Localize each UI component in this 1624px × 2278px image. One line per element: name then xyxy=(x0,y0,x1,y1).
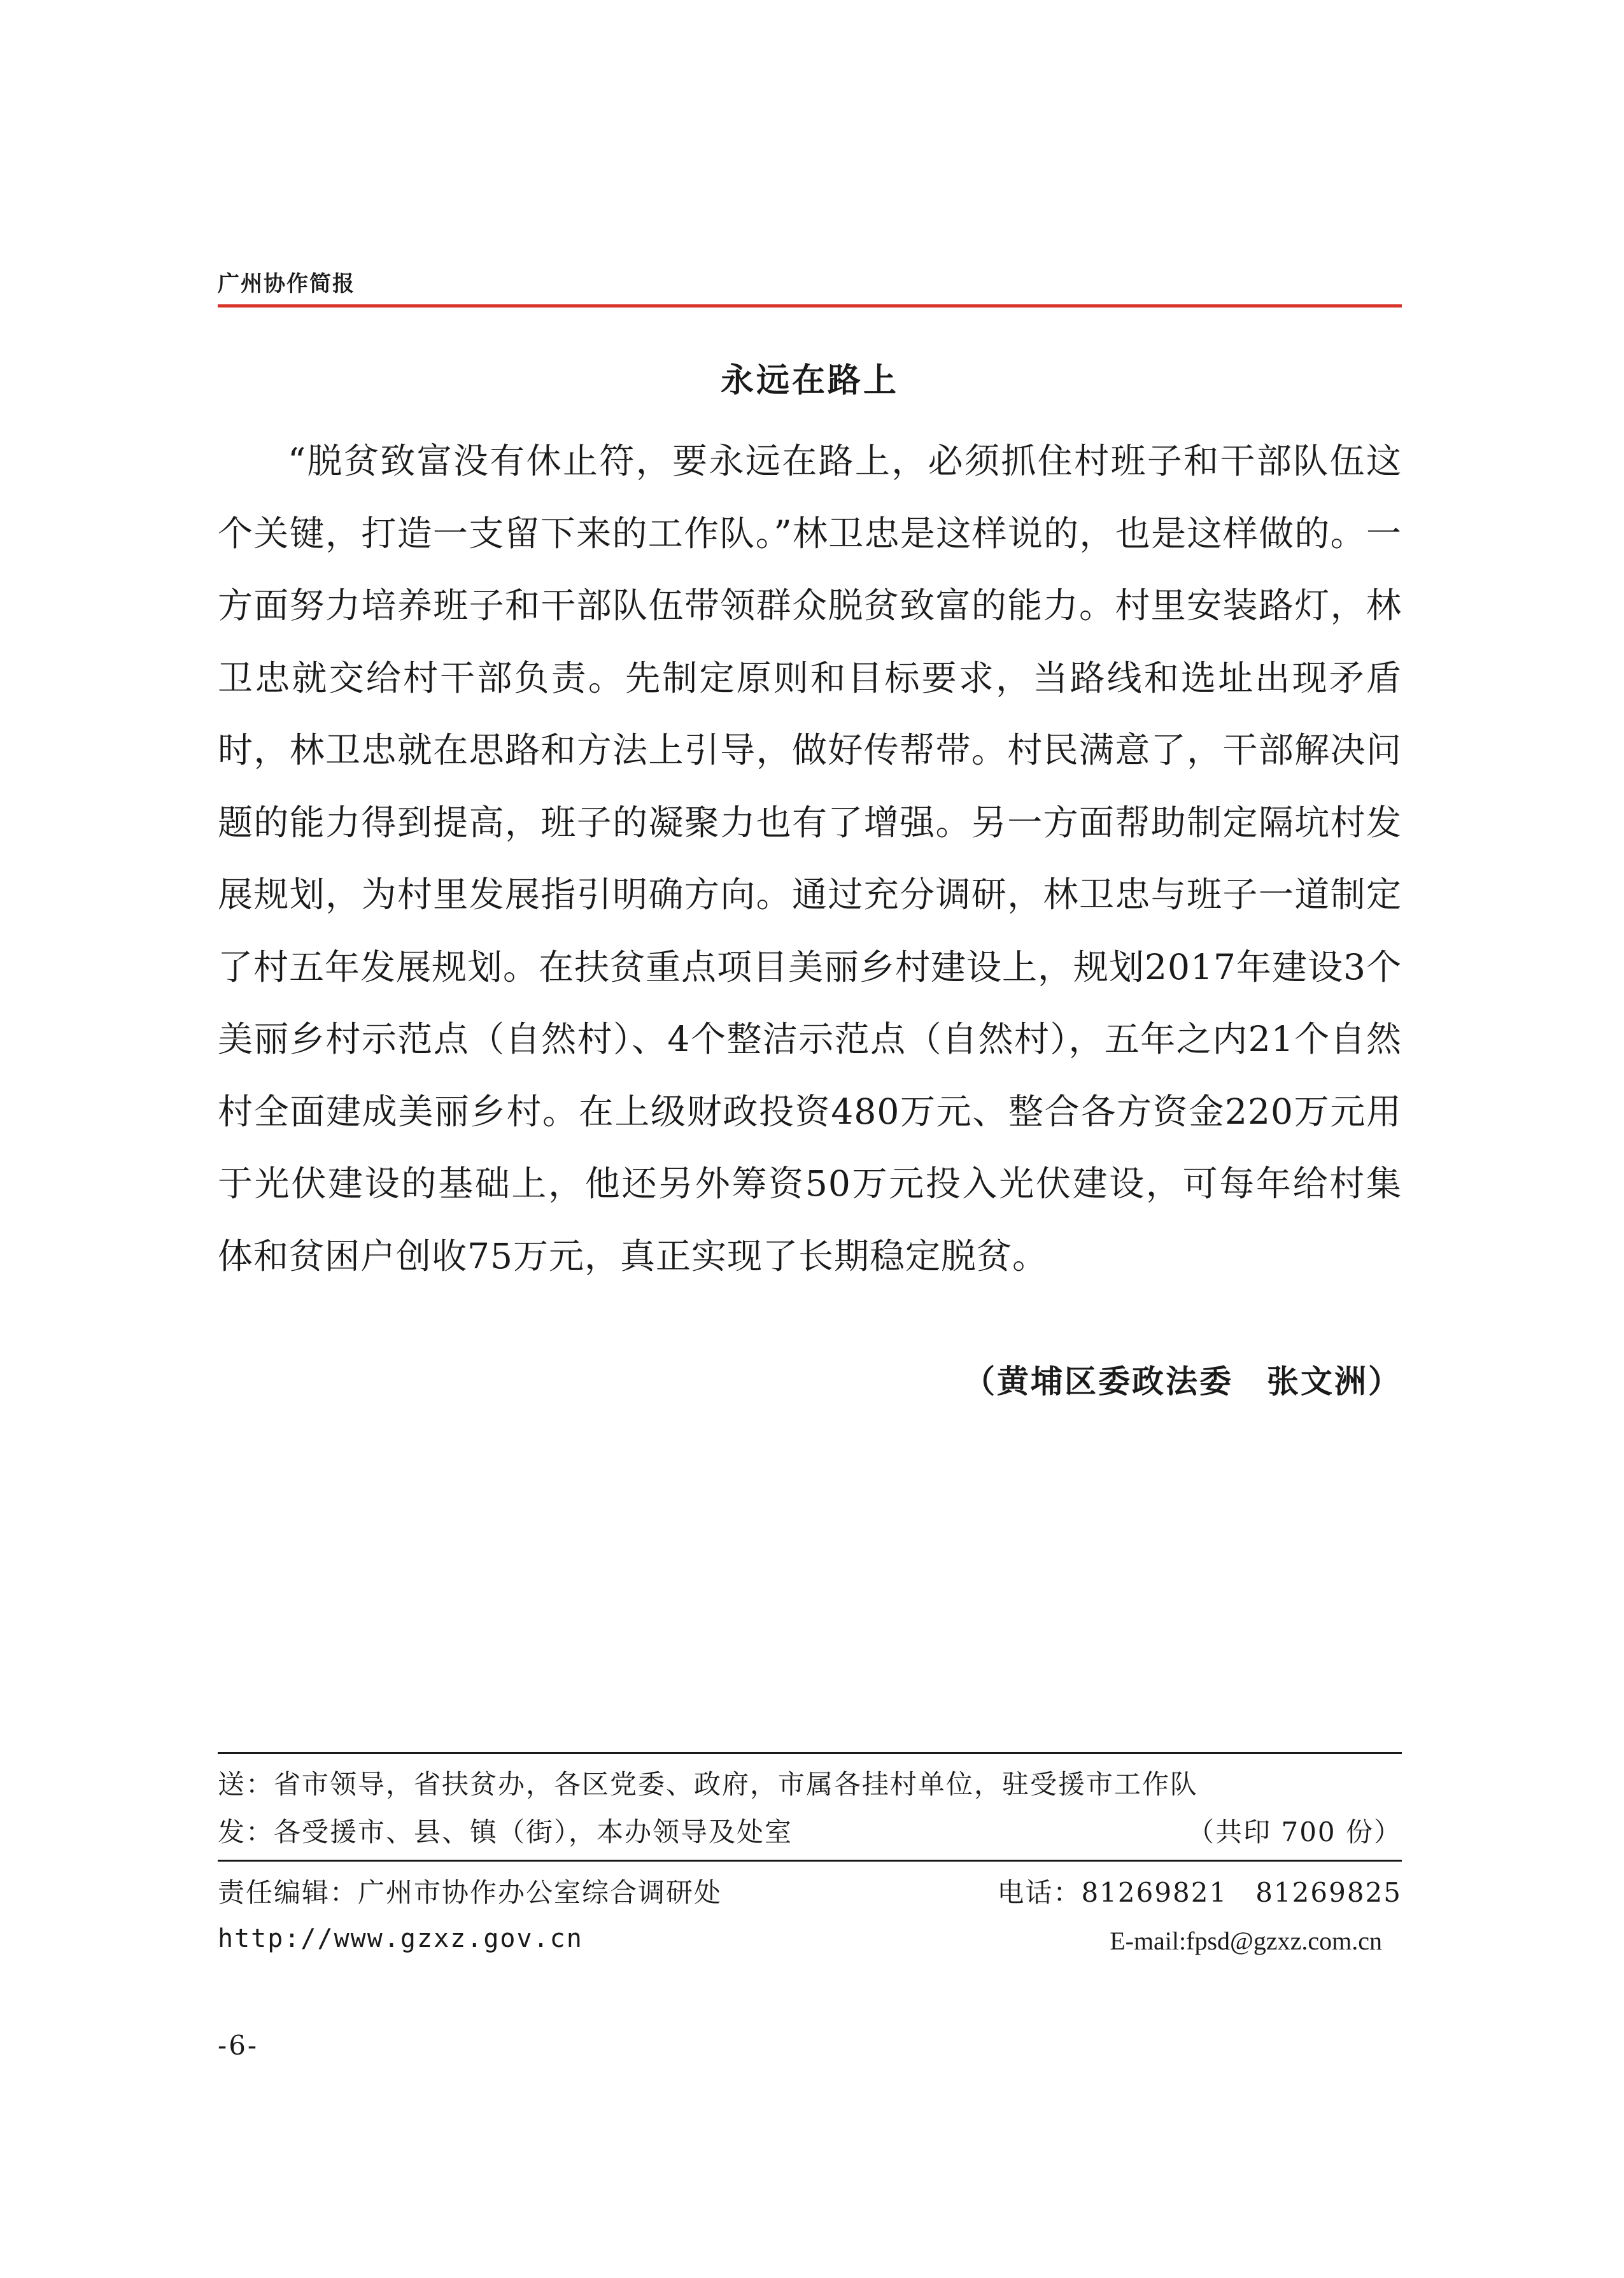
header-divider xyxy=(218,304,1402,308)
article-byline: （黄埔区委政法委 张文洲） xyxy=(963,1363,1402,1400)
phone-numbers: 电话：81269821 81269825 xyxy=(997,1877,1402,1908)
print-count: （共印 700 份） xyxy=(1187,1816,1402,1848)
distribution-bottom-divider xyxy=(218,1860,1402,1862)
distribution-top-divider xyxy=(218,1752,1402,1754)
distribution-send-to xyxy=(218,1764,1402,1802)
publication-header: 广州协作简报 xyxy=(218,271,355,297)
article-title: 永远在路上 xyxy=(720,362,899,400)
responsible-editor: 责任编辑：广州市协作办公室综合调研处 xyxy=(218,1877,723,1908)
distribution-issue-to xyxy=(218,1811,1402,1850)
page-number: -6- xyxy=(218,2030,259,2061)
website-link[interactable]: http://www.gzxz.gov.cn xyxy=(218,1924,583,1953)
email-link[interactable]: E-mail:fpsd@gzxz.com.cn xyxy=(1110,1927,1382,1955)
article-body: “脱贫致富没有休止符，要永远在路上，必须抓住村班子和干部队伍这个关键，打造一支留下来的工作队。”林卫忠是这样说的，也是这样做的。一方面努力培养班子和干部队伍带领群众脱贫致富的能力。村里安装路灯，林卫忠就交给村干部负责。先制定原则和目标要求，当路线和选址出现矛盾时，林卫忠就在思路和方法上引导，做好传帮带。村民满意了，干部解决问题的能力得到提高，班子的凝聚力也有了增强。另一方面帮助制定隔坑村发展规划，为村里发展指引明确方向。通过充分调研，林卫忠与班子一道制定了村五年发展规划。在扶贫重点项目美丽乡村建设上，规划2017年建设3个美丽乡村示范点（自然村）、4个整洁示范点（自然村），五年之内21个自然村全面建成美丽乡村。在上级财政投资480万元、整合各方资金220万元用于光伏建设的基础上，他还另外筹资50万元投入光伏建设，可每年给村集体和贫困户创收75万元，真正实现了长期稳定脱贫。 xyxy=(218,441,1402,1277)
send-to-text: 送：省市领导，省扶贫办，各区党委、政府，市属各挂村单位，驻受援市工作队 xyxy=(218,1769,1199,1800)
issue-to-text: 发：各受援市、县、镇（街），本办领导及处室 xyxy=(218,1816,793,1848)
editor-contact-row xyxy=(218,1872,1402,1910)
